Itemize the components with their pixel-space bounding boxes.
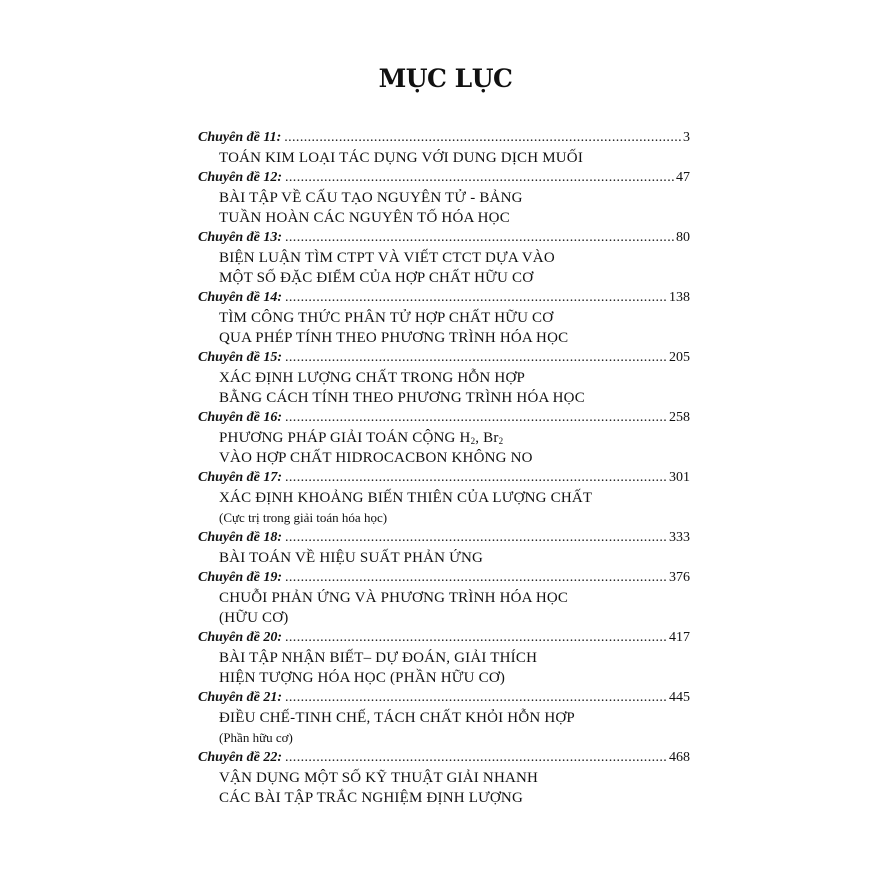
page-number: 80 (676, 230, 690, 245)
toc-entry (198, 748, 690, 808)
chapter-title-line: MỘT SỐ ĐẶC ĐIỂM CỦA HỢP CHẤT HỮU CƠ (219, 270, 534, 286)
subscript: 2 (498, 436, 504, 446)
chapter-note: (Cực trị trong giải toán hóa học) (219, 510, 388, 525)
toc-entry-heading[interactable] (198, 568, 690, 588)
chapter-title-line: BÀI TOÁN VỀ HIỆU SUẤT PHẢN ỨNG (219, 550, 484, 566)
page-number: 417 (669, 630, 690, 645)
chapter-title-line: BÀI TẬP NHẬN BIẾT– DỰ ĐOÁN, GIẢI THÍCH (219, 650, 538, 666)
page-number: 376 (669, 570, 690, 585)
toc-entry-heading[interactable] (198, 228, 690, 248)
chapter-title-line: TÌM CÔNG THỨC PHÂN TỬ HỢP CHẤT HỮU CƠ (219, 310, 554, 326)
chapter-label: Chuyên đề 13: (198, 230, 282, 245)
page-number: 258 (669, 410, 690, 425)
dot-leader (285, 168, 675, 188)
chapter-title-line: CHUỖI PHẢN ỨNG VÀ PHƯƠNG TRÌNH HÓA HỌC (219, 590, 569, 606)
toc-entry (198, 128, 690, 168)
toc-entry-heading[interactable] (198, 688, 690, 708)
chapter-label: Chuyên đề 11: (198, 130, 282, 145)
toc-entry (198, 288, 690, 348)
dot-leader (285, 228, 675, 248)
chapter-label: Chuyên đề 20: (198, 630, 282, 645)
chapter-label: Chuyên đề 16: (198, 410, 282, 425)
dot-leader (284, 128, 682, 148)
toc-entry (198, 408, 690, 468)
page-title: MỤC LỤC (378, 64, 513, 93)
chapter-title-line: (HỮU CƠ) (219, 610, 289, 626)
dot-leader (285, 408, 668, 428)
toc-entry (198, 168, 690, 228)
chapter-title-line: QUA PHÉP TÍNH THEO PHƯƠNG TRÌNH HÓA HỌC (219, 330, 569, 346)
toc-entry (198, 468, 690, 528)
chapter-label: Chuyên đề 12: (198, 170, 282, 185)
chapter-title-line: BÀI TẬP VỀ CẤU TẠO NGUYÊN TỬ - BẢNG (219, 190, 523, 206)
page-number: 205 (669, 350, 690, 365)
toc-entry-heading[interactable] (198, 168, 690, 188)
dot-leader (285, 288, 668, 308)
chapter-title-line: BIỆN LUẬN TÌM CTPT VÀ VIẾT CTCT DỰA VÀO (219, 250, 555, 266)
toc-entry-heading[interactable] (198, 468, 690, 488)
chapter-label: Chuyên đề 19: (198, 570, 282, 585)
dot-leader (285, 468, 668, 488)
table-of-contents (198, 128, 690, 808)
toc-entry (198, 348, 690, 408)
chapter-title-line: TUẦN HOÀN CÁC NGUYÊN TỐ HÓA HỌC (219, 210, 510, 226)
chapter-label: Chuyên đề 17: (198, 470, 282, 485)
page-number: 138 (669, 290, 690, 305)
dot-leader (285, 748, 668, 768)
chapter-title-line: CÁC BÀI TẬP TRẮC NGHIỆM ĐỊNH LƯỢNG (219, 790, 524, 806)
chapter-label: Chuyên đề 18: (198, 530, 282, 545)
toc-entry (198, 568, 690, 628)
page-number: 3 (683, 130, 690, 145)
page-number: 301 (669, 470, 690, 485)
chapter-title-line (198, 428, 690, 448)
chapter-label: Chuyên đề 14: (198, 290, 282, 305)
dot-leader (285, 348, 668, 368)
toc-entry-heading[interactable] (198, 628, 690, 648)
toc-entry-heading[interactable] (198, 348, 690, 368)
chapter-title-line: VÀO HỢP CHẤT HIDROCACBON KHÔNG NO (219, 450, 533, 466)
subscript: 2 (470, 436, 476, 446)
dot-leader (285, 628, 668, 648)
chapter-title-line: VẬN DỤNG MỘT SỐ KỸ THUẬT GIẢI NHANH (219, 770, 539, 786)
toc-entry-heading[interactable] (198, 128, 690, 148)
toc-entry (198, 688, 690, 748)
chapter-label: Chuyên đề 22: (198, 750, 282, 765)
chapter-label: Chuyên đề 21: (198, 690, 282, 705)
chapter-title-line: BẰNG CÁCH TÍNH THEO PHƯƠNG TRÌNH HÓA HỌC (219, 390, 585, 406)
chapter-title-line: TOÁN KIM LOẠI TÁC DỤNG VỚI DUNG DỊCH MUỐI (219, 150, 584, 166)
toc-entry-heading[interactable] (198, 288, 690, 308)
chapter-title-line: HIỆN TƯỢNG HÓA HỌC (PHẦN HỮU CƠ) (219, 670, 506, 686)
chapter-label: Chuyên đề 15: (198, 350, 282, 365)
toc-entry-heading[interactable] (198, 528, 690, 548)
page-number: 445 (669, 690, 690, 705)
chapter-note: (Phần hữu cơ) (219, 730, 293, 745)
toc-entry-heading[interactable] (198, 748, 690, 768)
chapter-title-line: XÁC ĐỊNH KHOẢNG BIẾN THIÊN CỦA LƯỢNG CHẤT (219, 490, 593, 506)
dot-leader (285, 528, 668, 548)
page-number: 333 (669, 530, 690, 545)
dot-leader (285, 568, 668, 588)
dot-leader (285, 688, 668, 708)
toc-entry (198, 628, 690, 688)
page-number: 47 (676, 170, 690, 185)
chapter-title-line: XÁC ĐỊNH LƯỢNG CHẤT TRONG HỖN HỢP (219, 370, 526, 386)
formula-text: PHƯƠNG PHÁP GIẢI TOÁN CỘNG H (219, 430, 471, 446)
toc-entry-heading[interactable] (198, 408, 690, 428)
page-number: 468 (669, 750, 690, 765)
toc-entry (198, 528, 690, 568)
toc-entry (198, 228, 690, 288)
formula-text: , Br (475, 430, 499, 446)
chapter-title-line: ĐIỀU CHẾ-TINH CHẾ, TÁCH CHẤT KHỎI HỖN HỢP (219, 710, 575, 726)
